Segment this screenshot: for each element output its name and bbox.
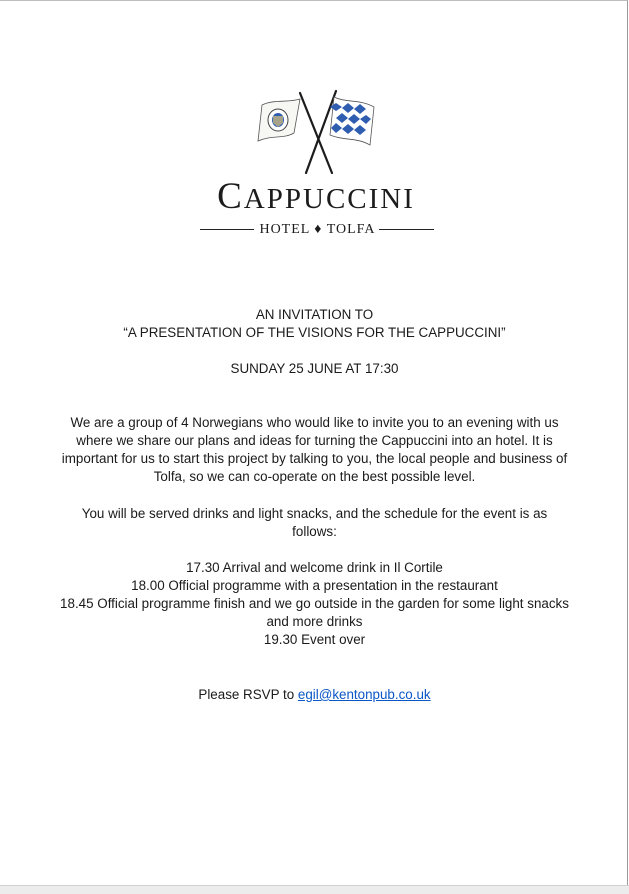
schedule-item: 18.00 Official programme with a presentation in the restaurant	[131, 578, 498, 593]
intro-text: We are a group of 4 Norwegians who would like to invite you to an evening with us where we share our plans and ideas for turning the Cappuccini into an hotel. It is important for us to start this project by talking to you, the local people and business of Tolfa, so we can co-operate on the best possible level.	[61, 415, 568, 484]
event-date	[60, 360, 569, 378]
rsvp-email-link[interactable]: egil@kentonpub.co.uk	[297, 687, 431, 702]
subtitle-text: HOTEL ♦ TOLFA	[259, 222, 376, 237]
intro-paragraph	[60, 414, 569, 486]
served-text: You will be served drinks and light snacks, and the schedule for the event is as follows:	[81, 506, 548, 539]
invitation-line-1: AN INVITATION TO	[255, 307, 374, 322]
served-paragraph	[60, 505, 569, 541]
subtitle-rule-left	[200, 229, 254, 230]
event-schedule	[60, 559, 569, 649]
schedule-item: 18.45 Official programme finish and we go outside in the garden for some light snacks and more drinks	[60, 596, 569, 629]
crossed-flags-icon	[196, 87, 436, 177]
hotel-brand-name: CAPPUCCINI	[217, 176, 415, 217]
schedule-item: 17.30 Arrival and welcome drink in Il Cortile	[186, 560, 443, 575]
schedule-item: 19.30 Event over	[263, 632, 366, 647]
subtitle-rule-right	[379, 229, 434, 230]
rsvp-prefix: Please RSVP to	[198, 687, 298, 702]
event-date-text: SUNDAY 25 JUNE AT 17:30	[230, 361, 399, 376]
rsvp-text	[60, 686, 569, 704]
invitation-heading	[60, 306, 569, 342]
rsvp-line	[60, 686, 569, 704]
hotel-subtitle	[200, 221, 434, 239]
invitation-line-2: “A PRESENTATION OF THE VISIONS FOR THE CAPPUCCINI”	[123, 325, 506, 340]
